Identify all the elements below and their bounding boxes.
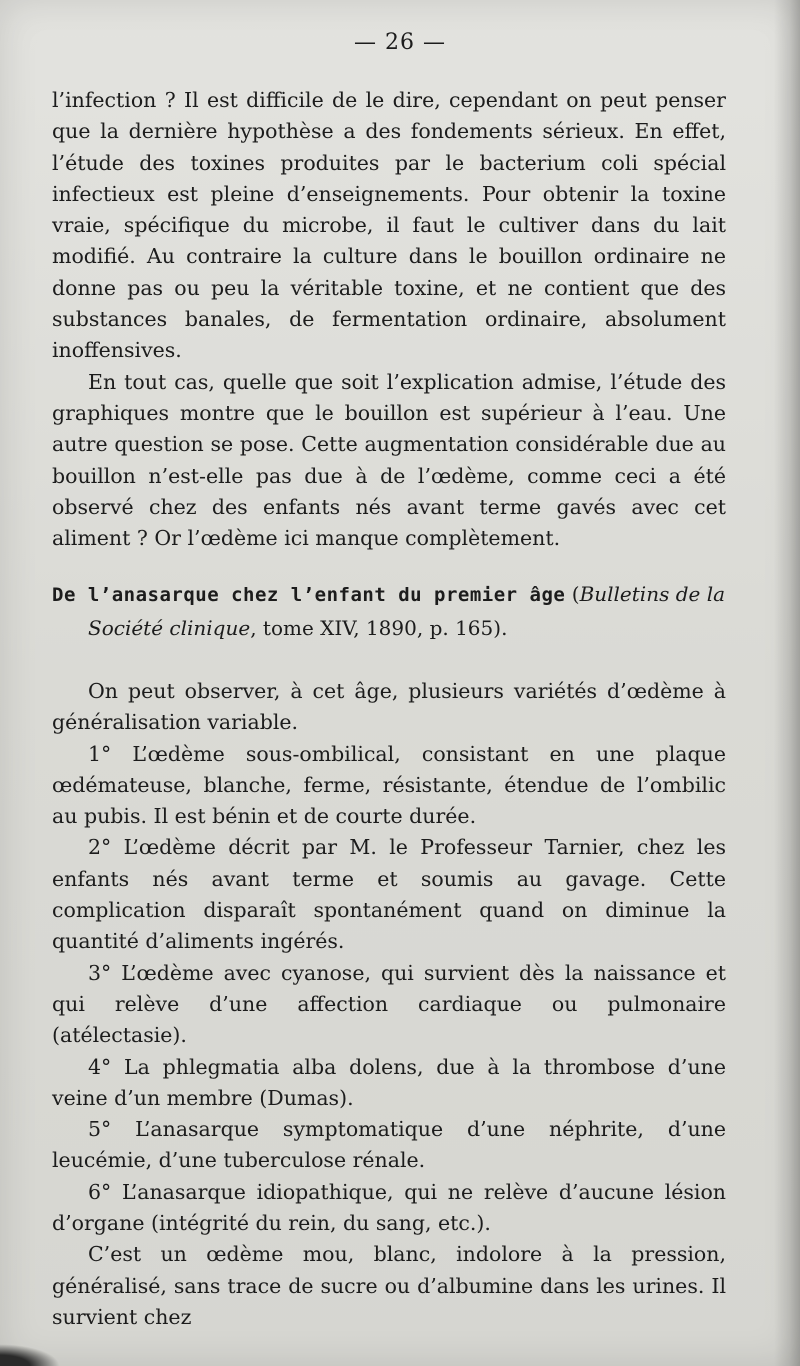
page-number: — 26 — xyxy=(354,30,446,55)
section-heading xyxy=(52,578,726,645)
heading-open-paren: ( xyxy=(565,582,580,606)
list-item-6: 6° L’anasarque idiopathique, qui ne relève d’aucune lésion d’organe (intégrité du rein, du sang, etc.). xyxy=(52,1179,726,1236)
heading-source-italic: Bulletins de la Société clinique xyxy=(88,582,726,640)
list-item-4: 4° La phlegmatia alba dolens, due à la thrombose d’une veine d’un membre (Dumas). xyxy=(52,1054,726,1110)
paragraph: En tout cas, quelle que soit l’explication admise, l’étude des graphiques montre que le bouillon est supérieur à l’eau. Une autre question se pose. Cette augmentation considérable due au bouillon n’est-elle pas due à de l’œdème, comme ceci a été observé chez des enfants nés avant terme gavés avec cet aliment ? Or l’œdème ici manque complètement. xyxy=(52,369,726,551)
paragraph: On peut observer, à cet âge, plusieurs variétés d’œdème à généralisation variable. xyxy=(52,679,726,735)
list-item-2: 2° L’œdème décrit par M. le Professeur Tarnier, chez les enfants nés avant terme et soumis au gavage. Cette complication disparaît spontanément quand on diminue la quantité d’aliments ingérés. xyxy=(52,835,726,954)
page-edge-shadow xyxy=(774,0,800,1366)
paragraph: l’infection ? Il est difficile de le dire, cependant on peut penser que la dernière hypothèse a des fondements sérieux. En effet, l’étude des toxines produites par le bacterium coli spécial infectieux est pleine d’enseignements. Pour obtenir la toxine vraie, spécifique du microbe, il faut le cultiver dans du lait modifié. Au contraire la culture dans le bouillon ordinaire ne donne pas ou peu la véritable toxine, et ne contient que des substances banales, de fermentation ordinaire, absolument inoffensives. xyxy=(52,88,726,363)
section-body xyxy=(52,676,726,1333)
list-item-3: 3° L’œdème avec cyanose, qui survient dès la naissance et qui relève d’une affection cardiaque ou pulmonaire (atélectasie). xyxy=(52,960,726,1048)
heading-title: De l’anasarque chez l’enfant du premier âge xyxy=(52,584,566,606)
corner-smudge xyxy=(0,1344,60,1366)
list-item-5: 5° L’anasarque symptomatique d’une néphrite, d’une leucémie, d’une tuberculose rénale. xyxy=(52,1117,726,1173)
heading-source-rest: , tome XIV, 1890, p. 165). xyxy=(250,616,508,640)
section-continuation xyxy=(52,85,726,554)
list-item-1: 1° L’œdème sous-ombilical, consistant en une plaque œdémateuse, blanche, ferme, résistante, étendue de l’ombilic au pubis. Il est bénin et de courte durée. xyxy=(52,741,726,829)
paragraph: C’est un œdème mou, blanc, indolore à la pression, généralisé, sans trace de sucre ou d’albumine dans les urines. Il survient chez xyxy=(52,1242,726,1329)
